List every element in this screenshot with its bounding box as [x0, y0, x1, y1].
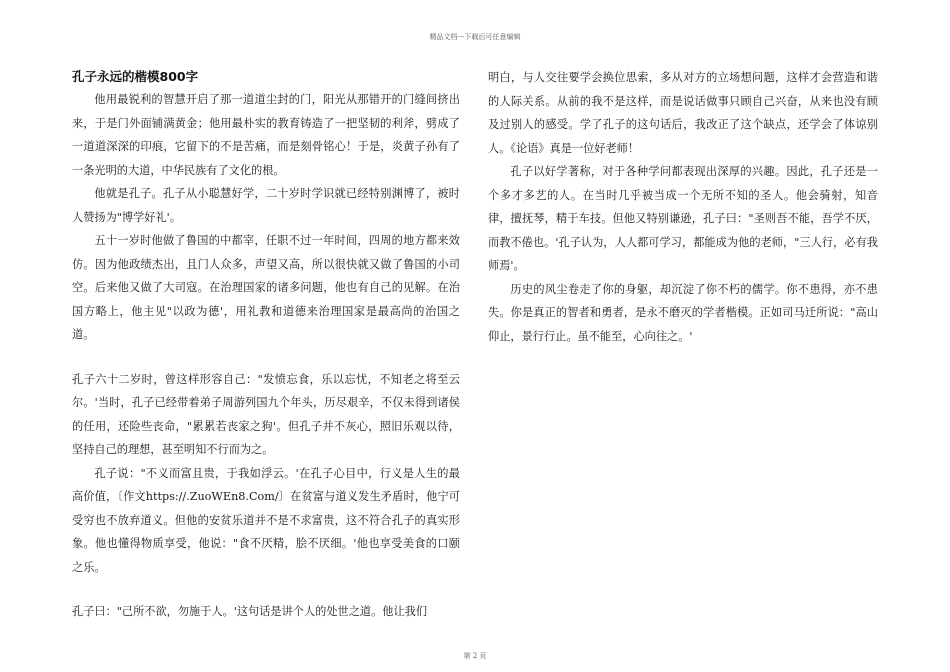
- paragraph: 孔子以好学著称，对于各种学问都表现出深厚的兴趣。因此，孔子还是一个多才多艺的人。在当时几乎被当成一个无所不知的圣人。他会骑射，知音律，擅抚琴，精于车技。但他又特别谦逊，孔子曰："圣则吾不能，吾学不厌，而教不倦也。'孔子认为，人人都可学习，都能成为他的老师，"三人行，必有我师焉'。: [488, 165, 878, 272]
- page-header: 精品文档---下载后可任意编辑: [429, 33, 521, 41]
- paragraph: 明白，与人交往要学会换位思索，多从对方的立场想问题，这样才会营造和谐的人际关系。从前的我不是这样，而是说话做事只顾自己兴奋，从来也没有顾及过别人的感受。学了孔子的这句话后，我改正了这个缺点，还学会了体谅别人。《论语》真是一位好老师！: [488, 71, 878, 155]
- left-column: [72, 66, 460, 624]
- paragraph: 孔子说："不义而富且贵，于我如浮云。'在孔子心目中，行义是人生的最高价值，〔作文https://.ZuoWEn8.Com/〕在贫富与道义发生矛盾时，他宁可受穷也不放弃道义。但他的安贫乐道并不是不求富贵，这不符合孔子的真实形象。他也懂得物质享受，他说："食不厌精，脍不厌细。'他也享受美食的口颐之乐。: [72, 466, 460, 574]
- paragraph: 五十一岁时他做了鲁国的中都宰，任职不过一年时间，四周的地方都来效仿。因为他政绩杰出，且门人众多，声望又高，所以很快就又做了鲁国的小司空。后来他又做了大司寇。在治理国家的诸多问题，他也有自己的见解。在治国方略上，他主见"以政为德'，用礼教和道德来治理国家是最高尚的治国之道。: [72, 234, 460, 341]
- right-column: [488, 66, 878, 348]
- article-title: 孔子永远的楷模800字: [72, 69, 199, 84]
- paragraph: 他用最锐利的智慧开启了那一道道尘封的门，阳光从那错开的门缝间挤出来，于是门外面铺满黄金；他用最朴实的教育铸造了一把坚韧的利斧，劈成了一道道深深的印痕，它留下的不是苦痛，而是刻骨铭心！于是，炎黄子孙有了一条光明的大道，中华民族有了文化的根。: [72, 93, 460, 177]
- paragraph: 他就是孔子。孔子从小聪慧好学，二十岁时学识就已经特别渊博了，被时人赞扬为"博学好礼'。: [72, 187, 460, 224]
- paragraph-gap: [72, 579, 460, 600]
- page-footer: 第 2 页: [463, 652, 487, 660]
- paragraph: 历史的风尘卷走了你的身躯，却沉淀了你不朽的儒学。你不患得，亦不患失。你是真正的智者和勇者，是永不磨灭的学者楷模。正如司马迁所说："高山仰止，景行行止。虽不能至，心向往之。': [488, 282, 878, 343]
- paragraph: 孔子曰："己所不欲，勿施于人。'这句话是讲个人的处世之道。他让我们: [72, 605, 428, 618]
- paragraph-gap: [72, 347, 460, 368]
- paragraph: 孔子六十二岁时，曾这样形容自己："发愤忘食，乐以忘忧，不知老之将至云尔。'当时，孔子已经带着弟子周游列国九个年头，历尽艰辛，不仅未得到诸侯的任用，还险些丧命，"累累若丧家之狗'。但孔子并不灰心，照旧乐观以待，坚持自己的理想，甚至明知不行而为之。: [72, 372, 460, 456]
